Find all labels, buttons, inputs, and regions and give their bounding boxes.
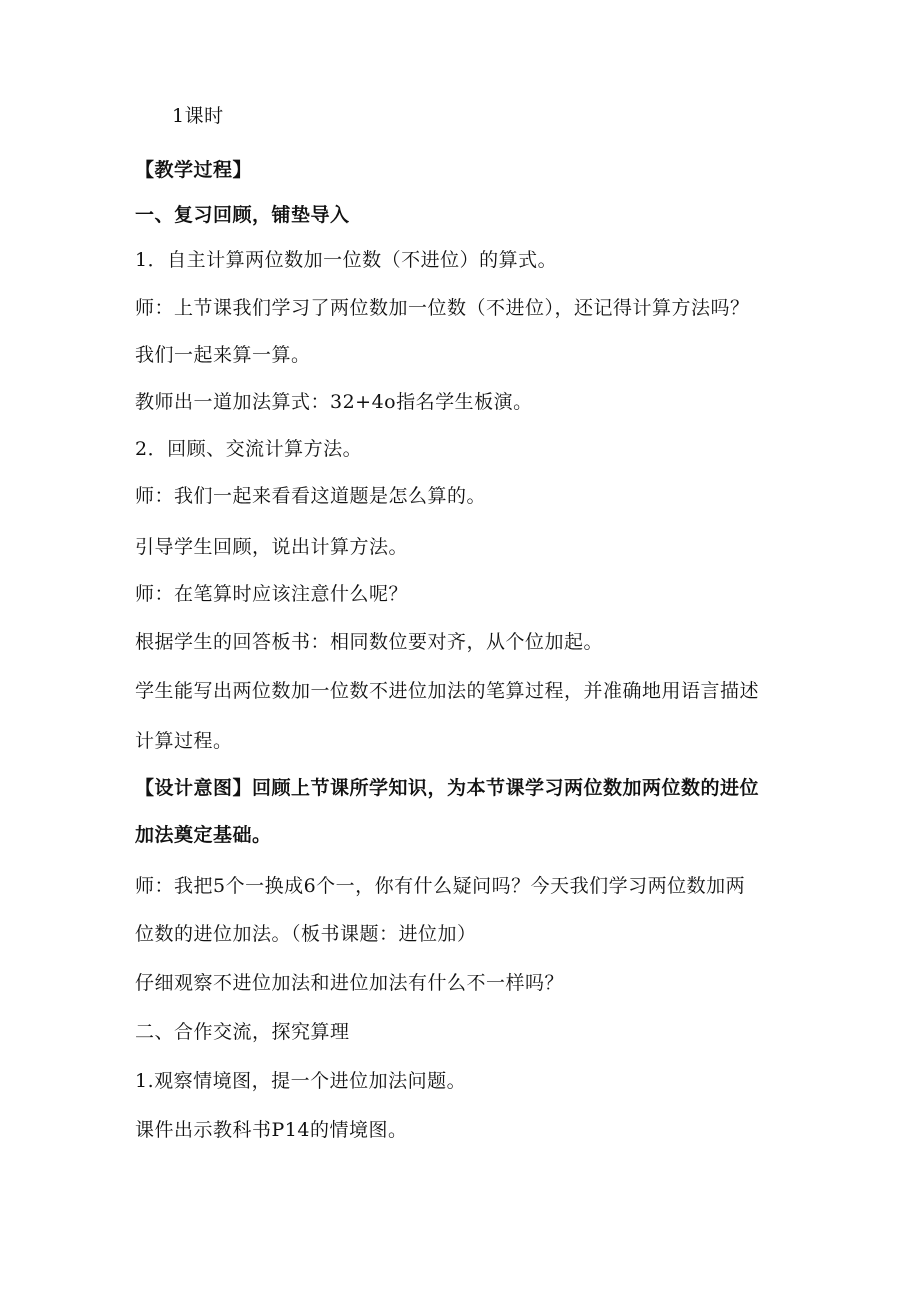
section-heading-process: 【教学过程】 bbox=[135, 159, 253, 181]
part1-heading: 一、复习回顾，铺垫导入 bbox=[135, 204, 350, 226]
design-intent-b: 加法奠定基础。 bbox=[135, 824, 272, 846]
teacher-line-4b: 位数的进位加法。（板书课题：进位加） bbox=[135, 923, 477, 945]
class-hours: 1课时 bbox=[172, 105, 224, 127]
design-intent-a: 【设计意图】回顾上节课所学知识，为本节课学习两位数加两位数的进位 bbox=[135, 777, 760, 799]
board-note: 根据学生的回答板书：相同数位要对齐，从个位加起。 bbox=[135, 631, 604, 653]
teacher-line-3: 师：在笔算时应该注意什么呢？ bbox=[135, 583, 409, 605]
teacher-line-1b: 我们一起来算一算。 bbox=[135, 344, 311, 366]
student-line-a: 学生能写出两位数加一位数不进位加法的笔算过程，并准确地用语言描述 bbox=[135, 680, 760, 702]
step1-text: 1．自主计算两位数加一位数（不进位）的算式。 bbox=[135, 249, 558, 271]
observe-question: 仔细观察不进位加法和进位加法有什么不一样吗？ bbox=[135, 972, 565, 994]
teacher-exercise: 教师出一道加法算式：32+4o指名学生板演。 bbox=[135, 391, 533, 413]
guide-text: 引导学生回顾，说出计算方法。 bbox=[135, 536, 409, 558]
courseware-text: 课件出示教科书P14的情境图。 bbox=[135, 1119, 408, 1141]
teacher-line-4a: 师：我把5个一换成6个一，你有什么疑问吗？今天我们学习两位数加两 bbox=[135, 875, 746, 897]
teacher-line-1a: 师：上节课我们学习了两位数加一位数（不进位），还记得计算方法吗？ bbox=[135, 297, 750, 319]
part2-heading: 二、合作交流，探究算理 bbox=[135, 1021, 350, 1043]
teacher-line-2: 师：我们一起来看看这道题是怎么算的。 bbox=[135, 485, 487, 507]
step3-text: 1.观察情境图，提一个进位加法问题。 bbox=[135, 1070, 467, 1092]
student-line-b: 计算过程。 bbox=[135, 730, 233, 752]
step2-text: 2．回顾、交流计算方法。 bbox=[135, 438, 363, 460]
